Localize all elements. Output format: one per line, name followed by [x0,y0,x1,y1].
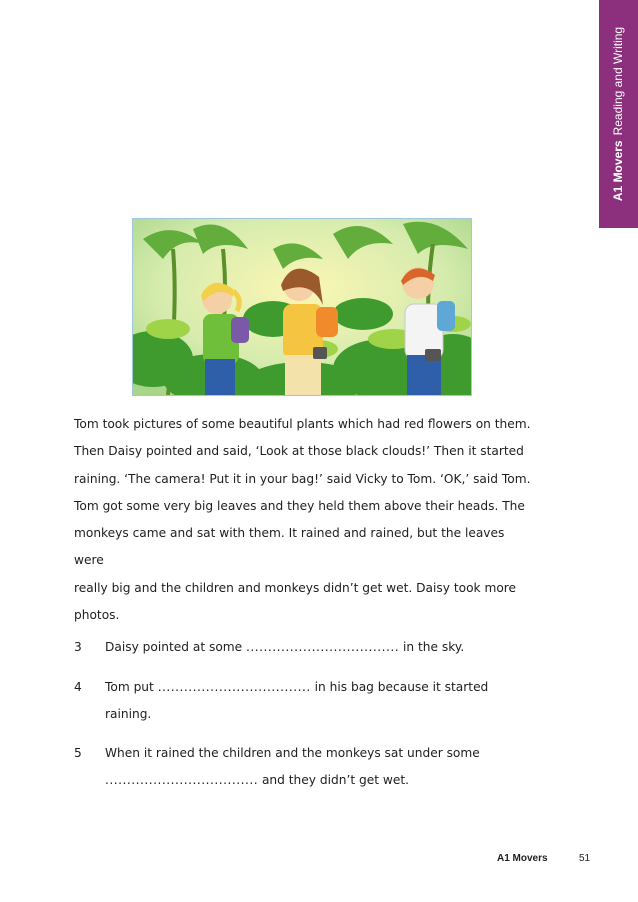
question-text-end: in the sky. [399,640,465,654]
story-line: raining. ‘The camera! Put it in your bag!’ said Vicky to Tom. ‘OK,’ said Tom. [74,471,531,486]
story-line: monkeys came and sat with them. It rained and rained, but the leaves were [74,526,505,568]
section-label: Reading and Writing [611,26,625,136]
answer-blank[interactable]: ................................... [157,680,311,694]
question-text-end: and they didn’t get wet. [258,773,409,787]
story-text [74,411,534,629]
jungle-children-illustration [132,218,472,396]
question-number: 3 [74,640,82,654]
story-line: Tom got some very big leaves and they held them above their heads. The [74,498,525,513]
section-tab-label [611,27,625,201]
question-text: When it rained the children and the monkeys sat under some [105,746,480,760]
question-number: 5 [74,746,82,760]
answer-blank[interactable]: ................................... [246,640,400,654]
question-number: 4 [74,680,82,694]
story-line: Then Daisy pointed and said, ‘Look at those black clouds!’ Then it started [74,444,524,459]
footer-level-label: A1 Movers [497,853,548,864]
question-text-end: in his bag because it started [310,680,489,694]
page-number: 51 [579,853,591,864]
question-text: Daisy pointed at some [105,640,247,654]
answer-blank[interactable]: ................................... [105,773,259,787]
story-line: really big and the children and monkeys didn’t get wet. Daisy took more [74,580,517,595]
question-continuation: raining. [105,707,152,721]
section-tab [599,0,638,228]
level-label: A1 Movers [611,140,625,202]
question-text: Tom put [105,680,158,694]
story-line: photos. [74,608,120,623]
story-line: Tom took pictures of some beautiful plants which had red flowers on them. [74,417,531,431]
